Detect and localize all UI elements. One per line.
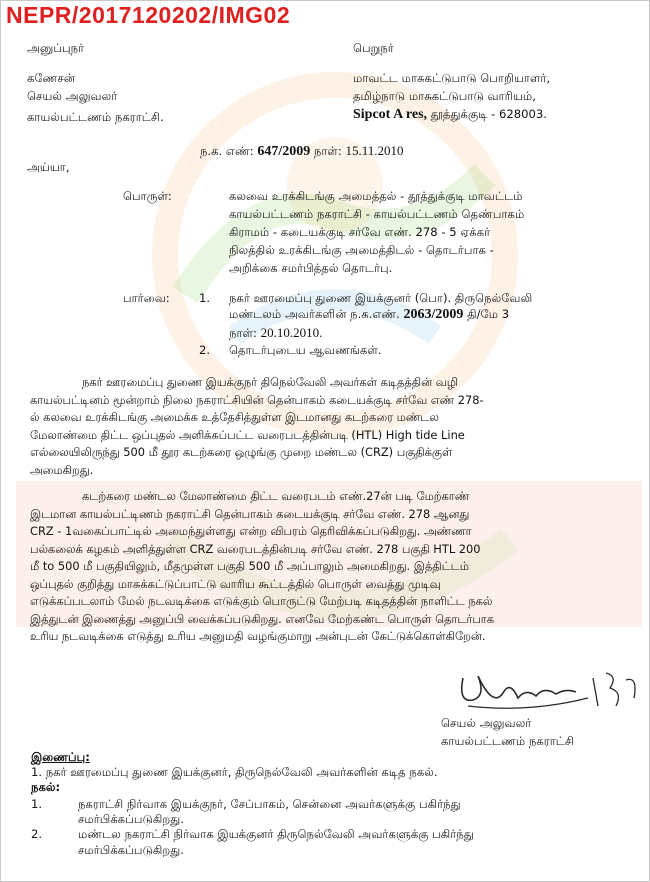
paragraph-line: CRZ - 1வகைப்பாட்டில் அமைந்துள்ளது என்ற விபரம் தெரிவிக்கப்படுகிறது. அண்ணா [30, 524, 472, 538]
sender-office: காயல்பட்டணம் நகராட்சி. [27, 110, 164, 124]
paragraph-line: நகர் ஊரமைப்பு துணை இயக்குநர் திநெல்வேலி அவர்கள் கடிதத்தின் வழி [82, 375, 458, 389]
reference-item-line: நாள்: 20.10.2010. [229, 325, 323, 340]
sender-label: அனுப்புநர் [27, 41, 85, 55]
reference-item-line: நகர் ஊரமைப்பு துணை இயக்குனர் (பொ). திருநெல்வேலி [229, 291, 533, 305]
paragraph-line: மீ to 500 மீ பகுதியிலும், மீதமுள்ள பகுதி 500 மீ அப்பாலும் அமைகிறது. இத்திட்டம் [30, 559, 469, 573]
copy-item-line: சமர்பிக்கப்படுகிறது. [78, 843, 184, 857]
reference-item-line: மண்டலம் அவர்களின் ந.க.எண். 2063/2009 தி/மே 3 [229, 307, 510, 322]
copy-item-number: 1. [31, 797, 43, 811]
subject-line: அறிக்கை சமர்பித்தல் தொடர்பு. [229, 261, 393, 275]
paragraph-line: இத்துடன் இணைத்து அனுப்பி வைக்கப்படுகிறது. எனவே மேற்கண்ட பொருள் தொடர்பாக [30, 611, 495, 626]
paragraph-line: இடமான காயல்பட்டிணம் நகராட்சி தென்பாகம் கடையக்குடி சர்வே எண். 278 ஆனது [30, 506, 470, 521]
reference-item-line: தொடர்புடைய ஆவணங்கள். [229, 343, 382, 357]
subject-line: கலவை உரக்கிடங்கு அமைத்தல் - தூத்துக்குடி மாவட்டம் [229, 189, 523, 203]
subject-line: காயல்பட்டணம் நகராட்சி - காயல்பட்டணம் தெண்பாகம் [229, 207, 525, 221]
paragraph-line: எல்லையிலிருந்து 500 மீ தூர கடற்கரை ஒழுங்கு முறை மண்டல (CRZ) பகுதிக்குள் [30, 445, 453, 459]
recipient-line1: மாவட்ட மாசுகட்டுபாடு பொறியாளர், [353, 71, 551, 85]
paragraph-line: ஒப்புதல் குறித்து மாசுக்கட்டுப்பாட்டு வாரிய கூட்டத்தில் பொருள் வைத்து முடிவு [30, 576, 441, 591]
body-paragraph-1 [30, 374, 630, 479]
recipient-label: பெறுநர் [353, 41, 394, 55]
enclosure-label: இணைப்பு: [31, 750, 90, 764]
paragraph-line: அமைகிறது. [30, 462, 94, 477]
handwritten-signature [448, 658, 643, 718]
paragraph-line: காயல்பட்டினம் மூன்றாம் நிலை நகராட்சியின் தென்பாகம் கடையக்குடி சர்வே எண் 278- [30, 392, 484, 407]
copies-label: நகல்: [31, 780, 61, 794]
copy-item-number: 2. [31, 827, 43, 841]
subject-line: நிலத்தில் உரக்கிடங்கு அமைத்திடல் - தொடர்பாக - [229, 243, 494, 257]
subject-label: பொருள்: [123, 189, 172, 203]
reference-number: ந.க. எண்: 647/2009 நாள்: 15.11.2010 [200, 143, 404, 159]
sender-title: செயல் அலுவலர் [27, 89, 118, 103]
reference-item-number: 1. [199, 291, 211, 305]
paragraph-line: கடற்கரை மண்டல மேலாண்மை திட்ட வரைபடம் எண்.27ன் படி மேற்காண் [82, 489, 470, 503]
sender-name: கணேசன் [27, 71, 76, 85]
paragraph-line: ல் கலவை உரக்கிடங்கு அமைக்க உத்தேசித்துள்ள இடமானது கடற்கரை மண்டல [30, 410, 439, 424]
salutation: அய்யா, [27, 160, 70, 174]
copy-item-line: சமர்பிக்கப்படுகிறது. [78, 812, 184, 826]
copy-item-line: நகராட்சி நிர்வாக இயக்குநர், சேப்பாகம், சென்னை அவர்களுக்கு பகிர்ந்து [78, 797, 461, 811]
enclosure-item: 1. நகர் ஊரமைப்பு துணை இயக்குனர், திருநெல்வேலி அவர்களின் கடித நகல். [31, 765, 438, 779]
paragraph-line: உரிய நடவடிக்கை எடுத்து உரிய அனுமதி வழங்குமாறு அன்புடன் கேட்டுக்கொள்கிறேன். [30, 629, 486, 643]
subject-line: கிராமம் - கடையக்குடி சர்வே எண். 278 - 5 ஏக்கர் [229, 225, 491, 239]
recipient-line3: Sipcot A res, தூத்துக்குடி - 628003. [353, 107, 547, 122]
copy-item-line: மண்டல நகராட்சி நிர்வாக இயக்குனர் திருநெல்வேலி அவர்களுக்கு பகிர்ந்து [78, 827, 474, 841]
paragraph-line: எடுக்கப்படலாம் மேல் நடவடிக்கை எடுக்கும் பொருட்டு மேற்படி கடிதத்தின் நாளிட்ட நகல் [30, 594, 493, 608]
paragraph-line: பல்கலைக் கழகம் அளித்துள்ள CRZ வரைபடத்தின்படி சர்வே எண். 278 பகுதி HTL 200 [30, 541, 481, 556]
recipient-line2: தமிழ்நாடு மாசுகட்டுபாடு வாரியம், [353, 89, 536, 103]
signature-office: காயல்பட்டணம் நகராட்சி [441, 734, 575, 748]
reference-item-number: 2. [199, 343, 211, 357]
reference-label: பார்வை: [123, 291, 170, 305]
document-id: NEPR/2017120202/IMG02 [6, 2, 291, 28]
signature-title: செயல் அலுவலர் [441, 716, 532, 730]
body-paragraph-2 [30, 488, 630, 646]
paragraph-line: மேலாண்மை திட்ட ஒப்புதல் அளிக்கப்பட்ட வரைபடத்தின்படி (HTL) High tide Line [30, 427, 465, 442]
